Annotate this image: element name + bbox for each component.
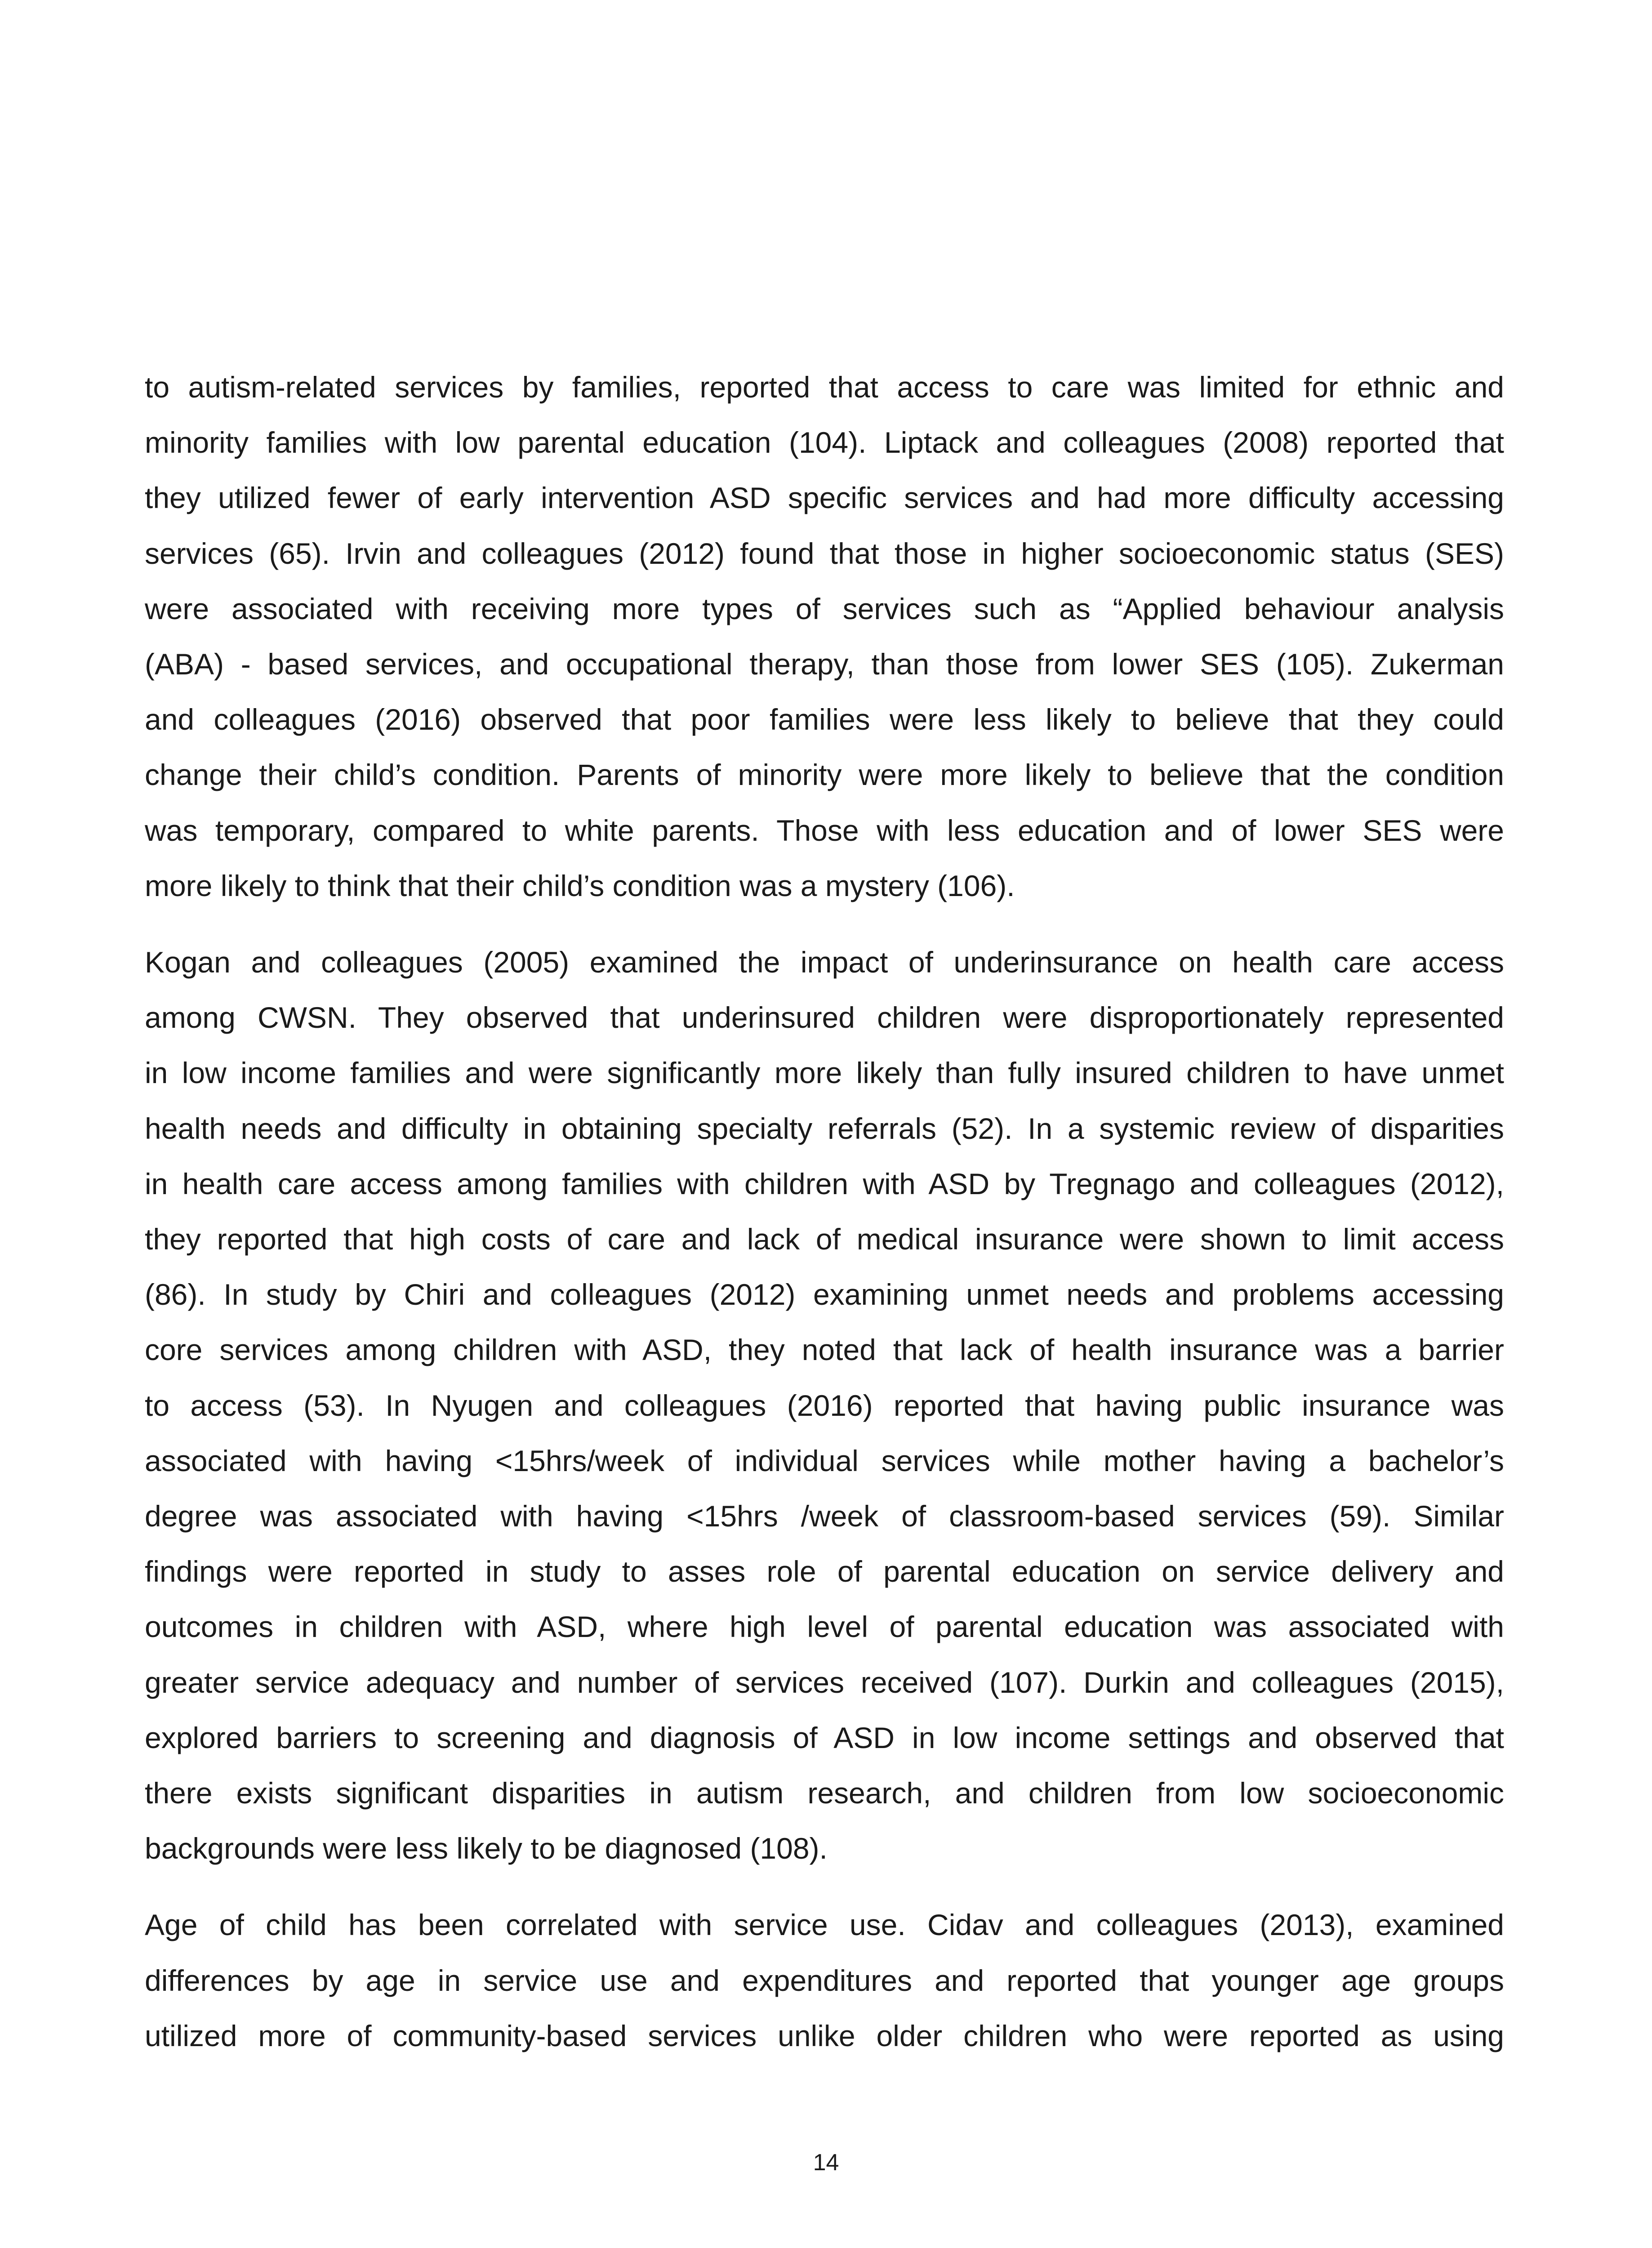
text-line: findings were reported in study to asses role of parental education on service delivery and — [145, 1555, 1504, 1588]
text-line: in low income families and were significantly more likely than fully insured children to have unmet — [145, 1056, 1504, 1090]
text-line: minority families with low parental education (104). Liptack and colleagues (2008) reported that — [145, 426, 1504, 459]
paragraph-2 — [145, 935, 1504, 1876]
text-line: Age of child has been correlated with service use. Cidav and colleagues (2013), examined — [145, 1908, 1504, 1942]
text-line: more likely to think that their child’s condition was a mystery (106). — [145, 869, 1015, 902]
text-line: they utilized fewer of early intervention ASD specific services and had more difficulty accessing — [145, 481, 1504, 515]
text-line: Kogan and colleagues (2005) examined the impact of underinsurance on health care access — [145, 946, 1504, 979]
text-line: among CWSN. They observed that underinsured children were disproportionately represented — [145, 1001, 1504, 1035]
text-line: backgrounds were less likely to be diagnosed (108). — [145, 1832, 828, 1865]
text-line: (ABA) - based services, and occupational therapy, than those from lower SES (105). Zukerman — [145, 647, 1504, 681]
text-line: degree was associated with having <15hrs /week of classroom-based services (59). Similar — [145, 1499, 1504, 1533]
text-line: explored barriers to screening and diagnosis of ASD in low income settings and observed that — [145, 1721, 1504, 1754]
paragraph-spacer — [145, 914, 1504, 935]
paragraph-1 — [145, 360, 1504, 914]
text-line: were associated with receiving more types of services such as “Applied behaviour analysis — [145, 592, 1504, 625]
paragraph-3 — [145, 1897, 1504, 2064]
body-text — [145, 360, 1504, 2064]
text-line: associated with having <15hrs/week of individual services while mother having a bachelor’s — [145, 1444, 1504, 1477]
text-line: services (65). Irvin and colleagues (2012) found that those in higher socioeconomic status (SES) — [145, 536, 1504, 570]
text-line: differences by age in service use and expenditures and reported that younger age groups — [145, 1963, 1504, 1997]
text-line: utilized more of community-based services unlike older children who were reported as using — [145, 2019, 1504, 2052]
text-line: in health care access among families with children with ASD by Tregnago and colleagues (2012), — [145, 1167, 1504, 1200]
text-line: change their child’s condition. Parents of minority were more likely to believe that the condition — [145, 758, 1504, 792]
text-line: (86). In study by Chiri and colleagues (2012) examining unmet needs and problems accessing — [145, 1278, 1504, 1311]
text-line: to autism-related services by families, reported that access to care was limited for ethnic and — [145, 370, 1504, 404]
text-line: they reported that high costs of care and lack of medical insurance were shown to limit access — [145, 1222, 1504, 1256]
text-line: health needs and difficulty in obtaining specialty referrals (52). In a systemic review of disparities — [145, 1111, 1504, 1145]
page-number: 14 — [813, 2150, 839, 2176]
text-line: outcomes in children with ASD, where high level of parental education was associated with — [145, 1610, 1504, 1644]
text-line: there exists significant disparities in autism research, and children from low socioeconomic — [145, 1776, 1504, 1810]
paragraph-spacer — [145, 1876, 1504, 1897]
text-line: core services among children with ASD, they noted that lack of health insurance was a barrier — [145, 1333, 1504, 1367]
text-line: and colleagues (2016) observed that poor families were less likely to believe that they could — [145, 703, 1504, 736]
text-line: to access (53). In Nyugen and colleagues (2016) reported that having public insurance was — [145, 1388, 1504, 1422]
text-line: was temporary, compared to white parents. Those with less education and of lower SES were — [145, 813, 1504, 847]
text-line: greater service adequacy and number of services received (107). Durkin and colleagues (2015), — [145, 1665, 1504, 1699]
